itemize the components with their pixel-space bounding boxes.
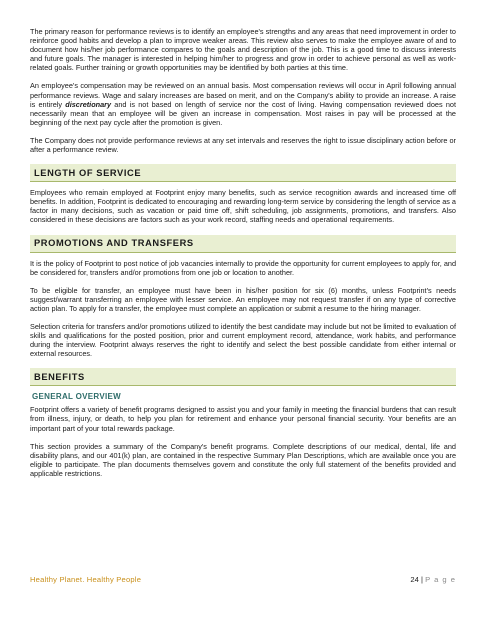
footer-page-number (410, 575, 456, 584)
page-word: P a g e (425, 575, 456, 584)
intro-paragraph-2-start: An employee's compensation may be reviewed on an annual basis. Most compensation reviews will occur in April following annual performance reviews. Wage and salary increases are based on merit, and on the Company's ability to provide an increase. A raise is entirely (30, 81, 456, 109)
section-header-benefits (30, 368, 456, 386)
promotions-paragraph-1: It is the policy of Footprint to post notice of job vacancies internally to provide the opportunity for current employees to apply for, and be considered for, transfers and/or promotions from one job or location to another. (30, 258, 456, 277)
page-footer (30, 575, 456, 584)
promotions-paragraph-3: Selection criteria for transfers and/or promotions utilized to identify the best candidate may include but not be limited to evaluation of skills and qualifications for the posted position, prior and current employment record, attendance, work habits, and performance during the interview. Footprint always reserves the right to identify and select the best possible candidate from either internal or external resources. (30, 321, 456, 359)
intro-paragraph-2-end: and is not based on length of service nor the cost of living. Having compensation reviewed does not necessarily mean that an employee will be given an increase in compensation. Most raises in pay will be processed at the beginning of the next pay cycle after the promotion is given. (30, 99, 456, 127)
discretionary-emphasis: discretionary (65, 99, 112, 109)
section-header-promotions (30, 235, 456, 253)
subheading-general-overview: GENERAL OVERVIEW (32, 392, 121, 402)
page-number: 24 (410, 575, 419, 584)
section-title-length-of-service: LENGTH OF SERVICE (34, 167, 142, 178)
intro-paragraph-2 (30, 81, 456, 126)
section-header-length-of-service (30, 164, 456, 182)
intro-paragraph-1: The primary reason for performance reviews is to identify an employee's strengths and any areas that need improvement in order to reinforce good habits and develop a plan to improve weaker areas. This review also serves to make the employee aware of and to document how his/her job performance compares to the goals and description of the job. This is a good time to discuss interests and future goals. The manager is interested in helping him/her to progress and grow in order to achieve personal as well as work-related goals. Further training or growth opportunities may be identified by both parties at this time. (30, 27, 456, 73)
benefits-paragraph-1: Footprint offers a variety of benefit programs designed to assist you and your family in meeting the financial burdens that can result from illness, injury, or death, to help you plan for retirement and enhance your personal financial security. Your benefits are an important part of your total rewards package. (30, 405, 456, 433)
benefits-paragraph-2: This section provides a summary of the Company's benefit programs. Complete descriptions of our medical, dental, life and disability plans, and our 401(k) plan, are contained in the respective Summary Plan Descriptions, which are available once you are eligible to participate. The plan documents themselves govern and constitute the only full statement of the benefits provided and applicable restrictions. (30, 441, 456, 478)
length-of-service-paragraph: Employees who remain employed at Footprint enjoy many benefits, such as service recognition awards and increased time off benefits. In addition, Footprint is dedicated to encouraging and rewarding long-term service by considering the length of service as a factor in many decisions, such as vacation or paid time off, shift scheduling, job assignments, promotions, and transfers. Also considered in these decisions are factors such as your work record, staffing needs and operational requirements. (30, 188, 456, 225)
promotions-paragraph-2: To be eligible for transfer, an employee must have been in his/her position for six (6) months, unless Footprint's needs suggest/warrant transferring an employee with lesser service. An employee may not request transfer if on any type of corrective action plan. To apply for a transfer, the employee must complete an application or submit a resume to the hiring manager. (30, 285, 456, 313)
page-body (30, 27, 456, 478)
section-title-benefits: BENEFITS (34, 371, 85, 382)
intro-paragraph-3: The Company does not provide performance reviews at any set intervals and reserves the right to issue disciplinary action before or after a performance review. (30, 135, 456, 155)
section-title-promotions: PROMOTIONS AND TRANSFERS (34, 238, 194, 248)
footer-tagline: Healthy Planet. Healthy People (30, 575, 142, 584)
page-separator: | (418, 575, 426, 584)
